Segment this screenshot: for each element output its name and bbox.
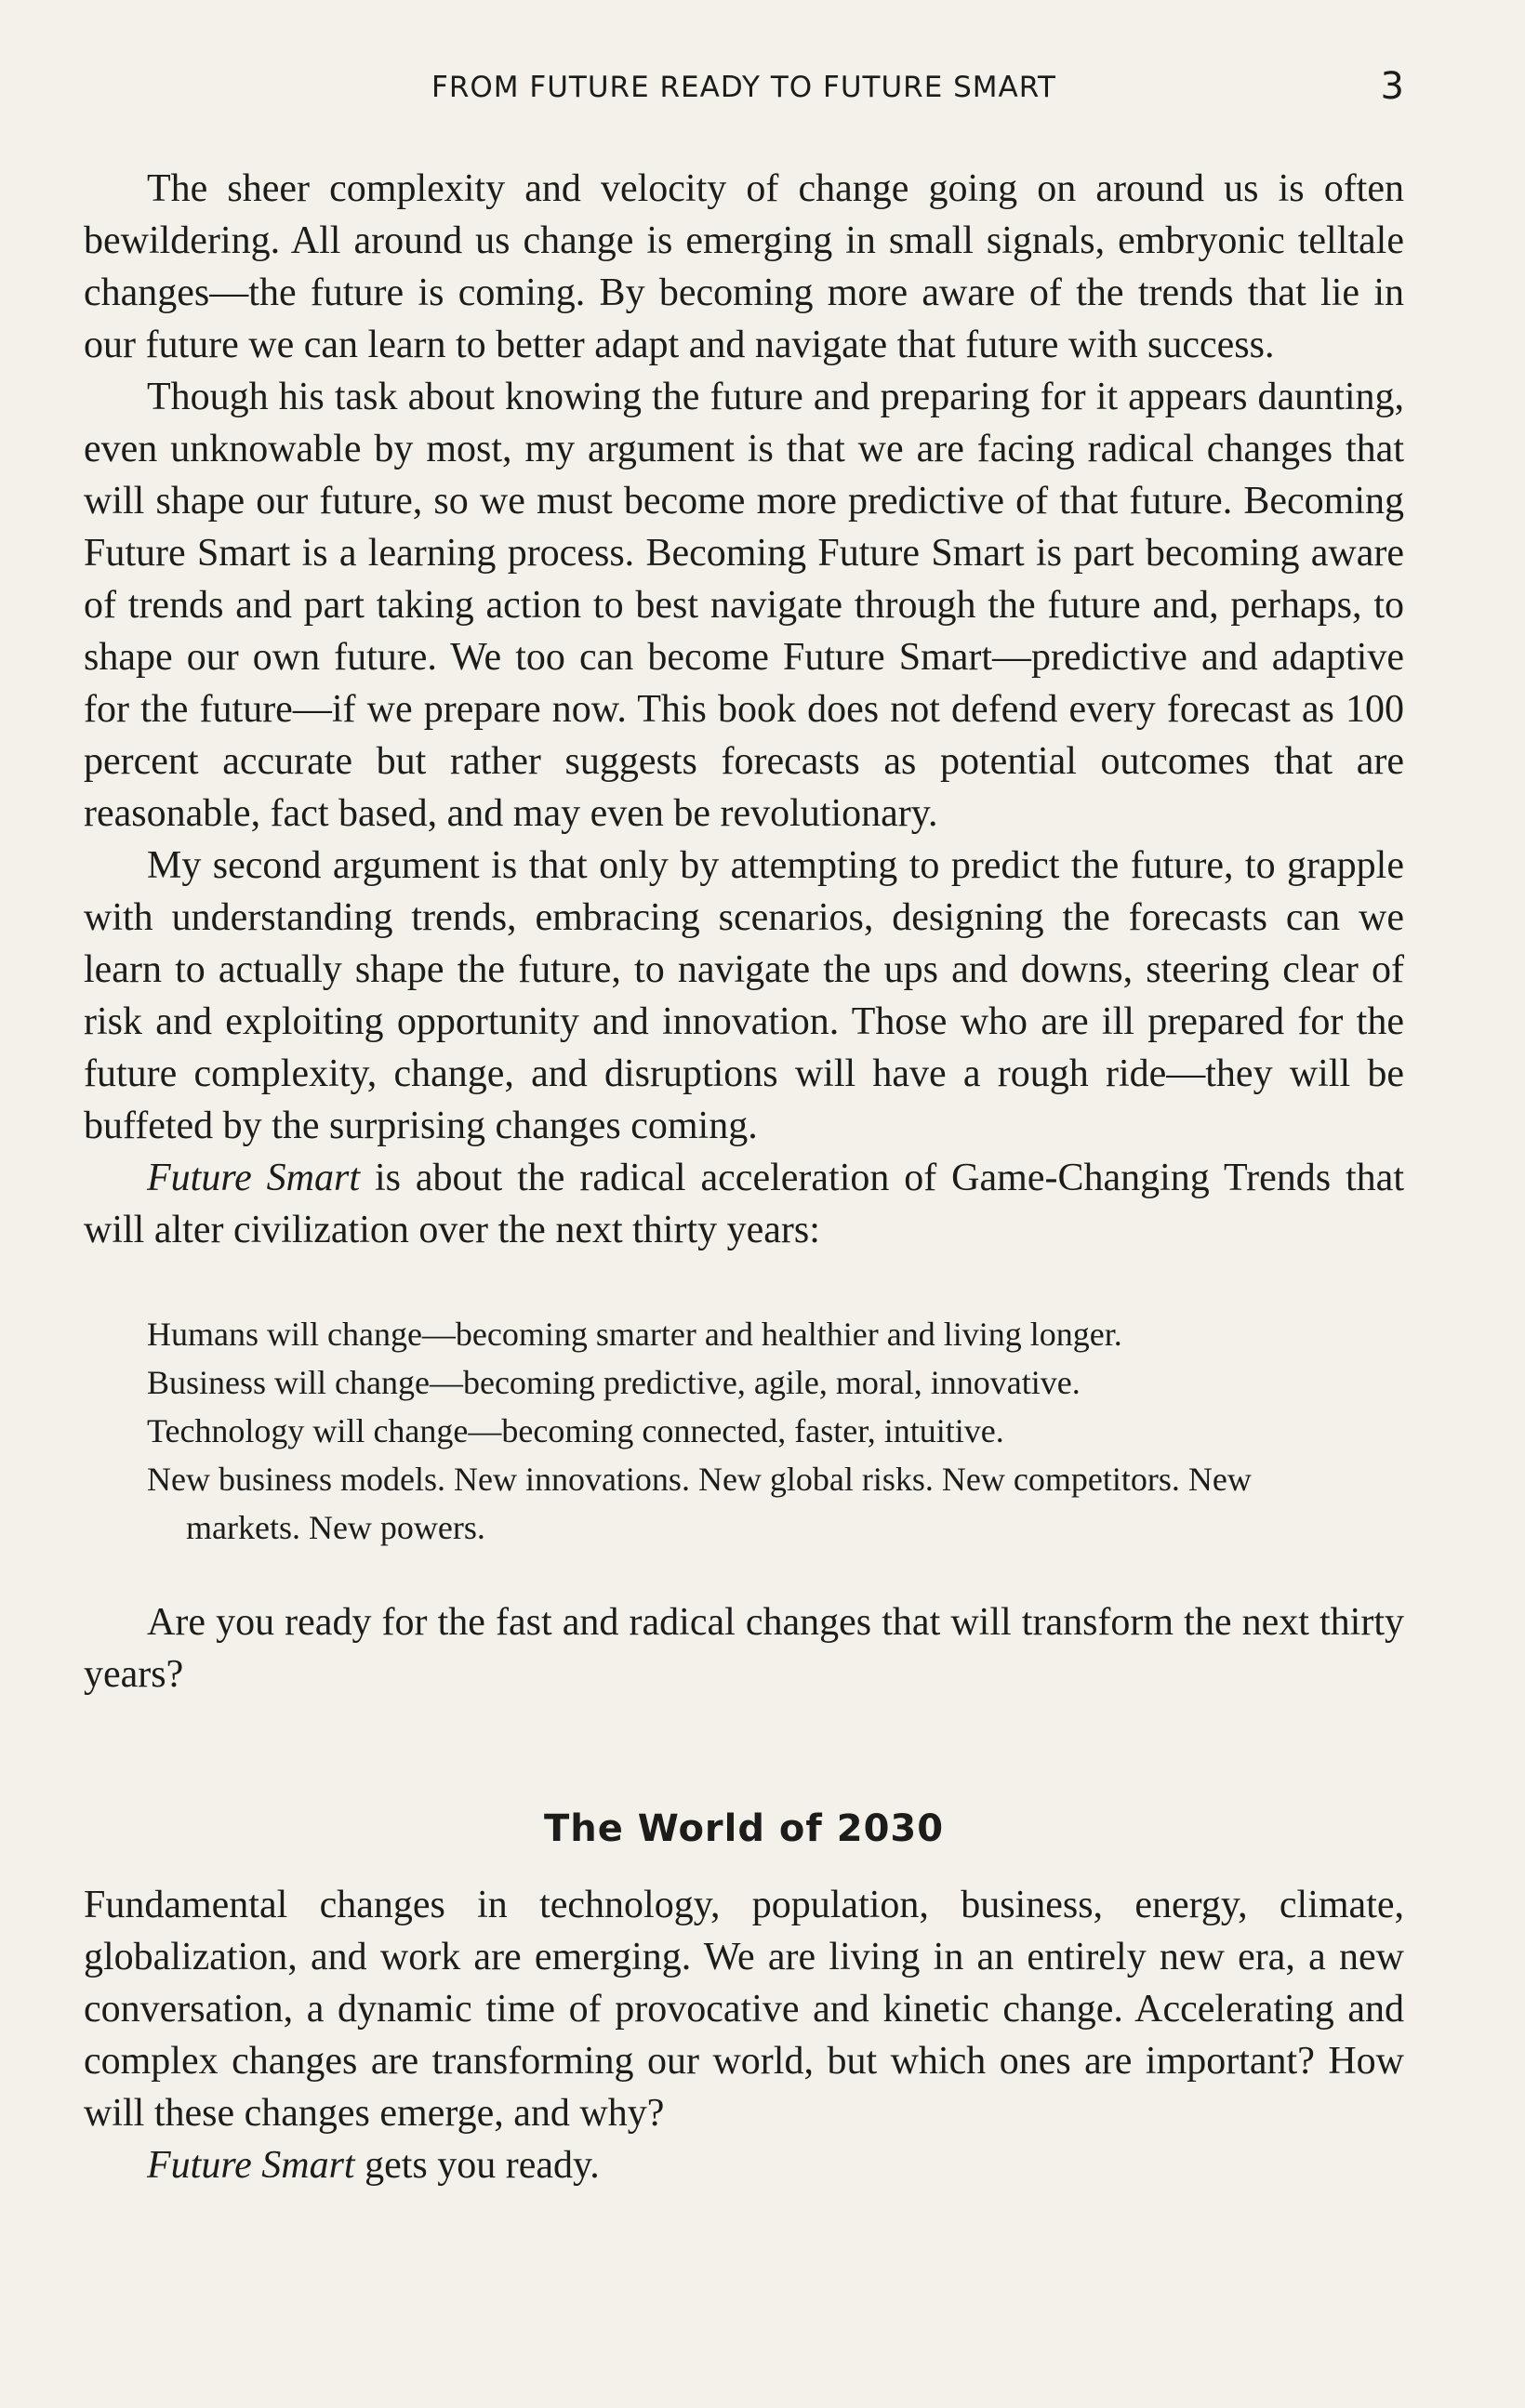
section-paragraph-1: Fundamental changes in technology, population, business, energy, climate, globalization, and work are emerging. We are living in an entirely new era, a new conversation, a dynamic time of provocative and kinetic change. Accelerating and complex changes are transforming our world, but which ones are important? How will these changes emerge, and why? — [84, 1884, 1404, 2135]
list-item: Technology will change—becoming connected, faster, intuitive. — [147, 1412, 1004, 1449]
page-number: 3 — [1380, 65, 1404, 108]
running-title: FROM FUTURE READY TO FUTURE SMART — [431, 71, 1056, 104]
paragraph-3: My second argument is that only by attempting to predict the future, to grapple with understanding trends, embracing scenarios, designing the forecasts can we learn to actually shape the future, to navigate the ups and downs, steering clear of risk and exploiting opportunity and innovation. Those who are ill prepared for the future complexity, change, and disruptions will have a rough ride—they will be buffeted by the surprising changes coming. — [84, 844, 1404, 1147]
body-text — [84, 163, 1404, 2191]
paragraph-5: Are you ready for the fast and radical changes that will transform the next thirty years? — [84, 1601, 1404, 1696]
list-item: Business will change—becoming predictive, agile, moral, innovative. — [147, 1364, 1081, 1401]
section-paragraph-2-text: gets you ready. — [354, 2144, 600, 2187]
running-header — [84, 65, 1404, 112]
list-item: New business models. New innovations. New global risks. New competitors. New markets. New powers. — [147, 1461, 1252, 1546]
trend-list — [147, 1310, 1263, 1552]
paragraph-1: The sheer complexity and velocity of change going on around us is often bewildering. All around us change is emerging in small signals, embryonic telltale changes—the future is coming. By becoming more aware of the trends that lie in our future we can learn to better adapt and navigate that future with success. — [84, 167, 1404, 366]
book-title: Future Smart — [147, 1157, 361, 1199]
paragraph-4 — [84, 1152, 1404, 1256]
section-paragraph-2 — [84, 2139, 1404, 2191]
book-title: Future Smart — [147, 2144, 355, 2187]
paragraph-2: Though his task about knowing the future and preparing for it appears daunting, even unknowable by most, my argument is that we are facing radical changes that will shape our future, so we must become more predictive of that future. Becoming Future Smart is a learning process. Becoming Future Smart is part becoming aware of trends and part taking action to best navigate through the future and, perhaps, to shape our own future. We too can become Future Smart—predictive and adaptive for the future—if we prepare now. This book does not defend every forecast as 100 percent accurate but rather suggests forecasts as potential outcomes that are reasonable, fact based, and may even be revolutionary. — [84, 376, 1404, 835]
paragraph-4-text: is about the radical acceleration of Game-Changing Trends that will alter civilization over the next thirty years: — [84, 1157, 1404, 1251]
section-heading: The World of 2030 — [543, 1807, 945, 1850]
list-item: Humans will change—becoming smarter and healthier and living longer. — [147, 1316, 1122, 1353]
